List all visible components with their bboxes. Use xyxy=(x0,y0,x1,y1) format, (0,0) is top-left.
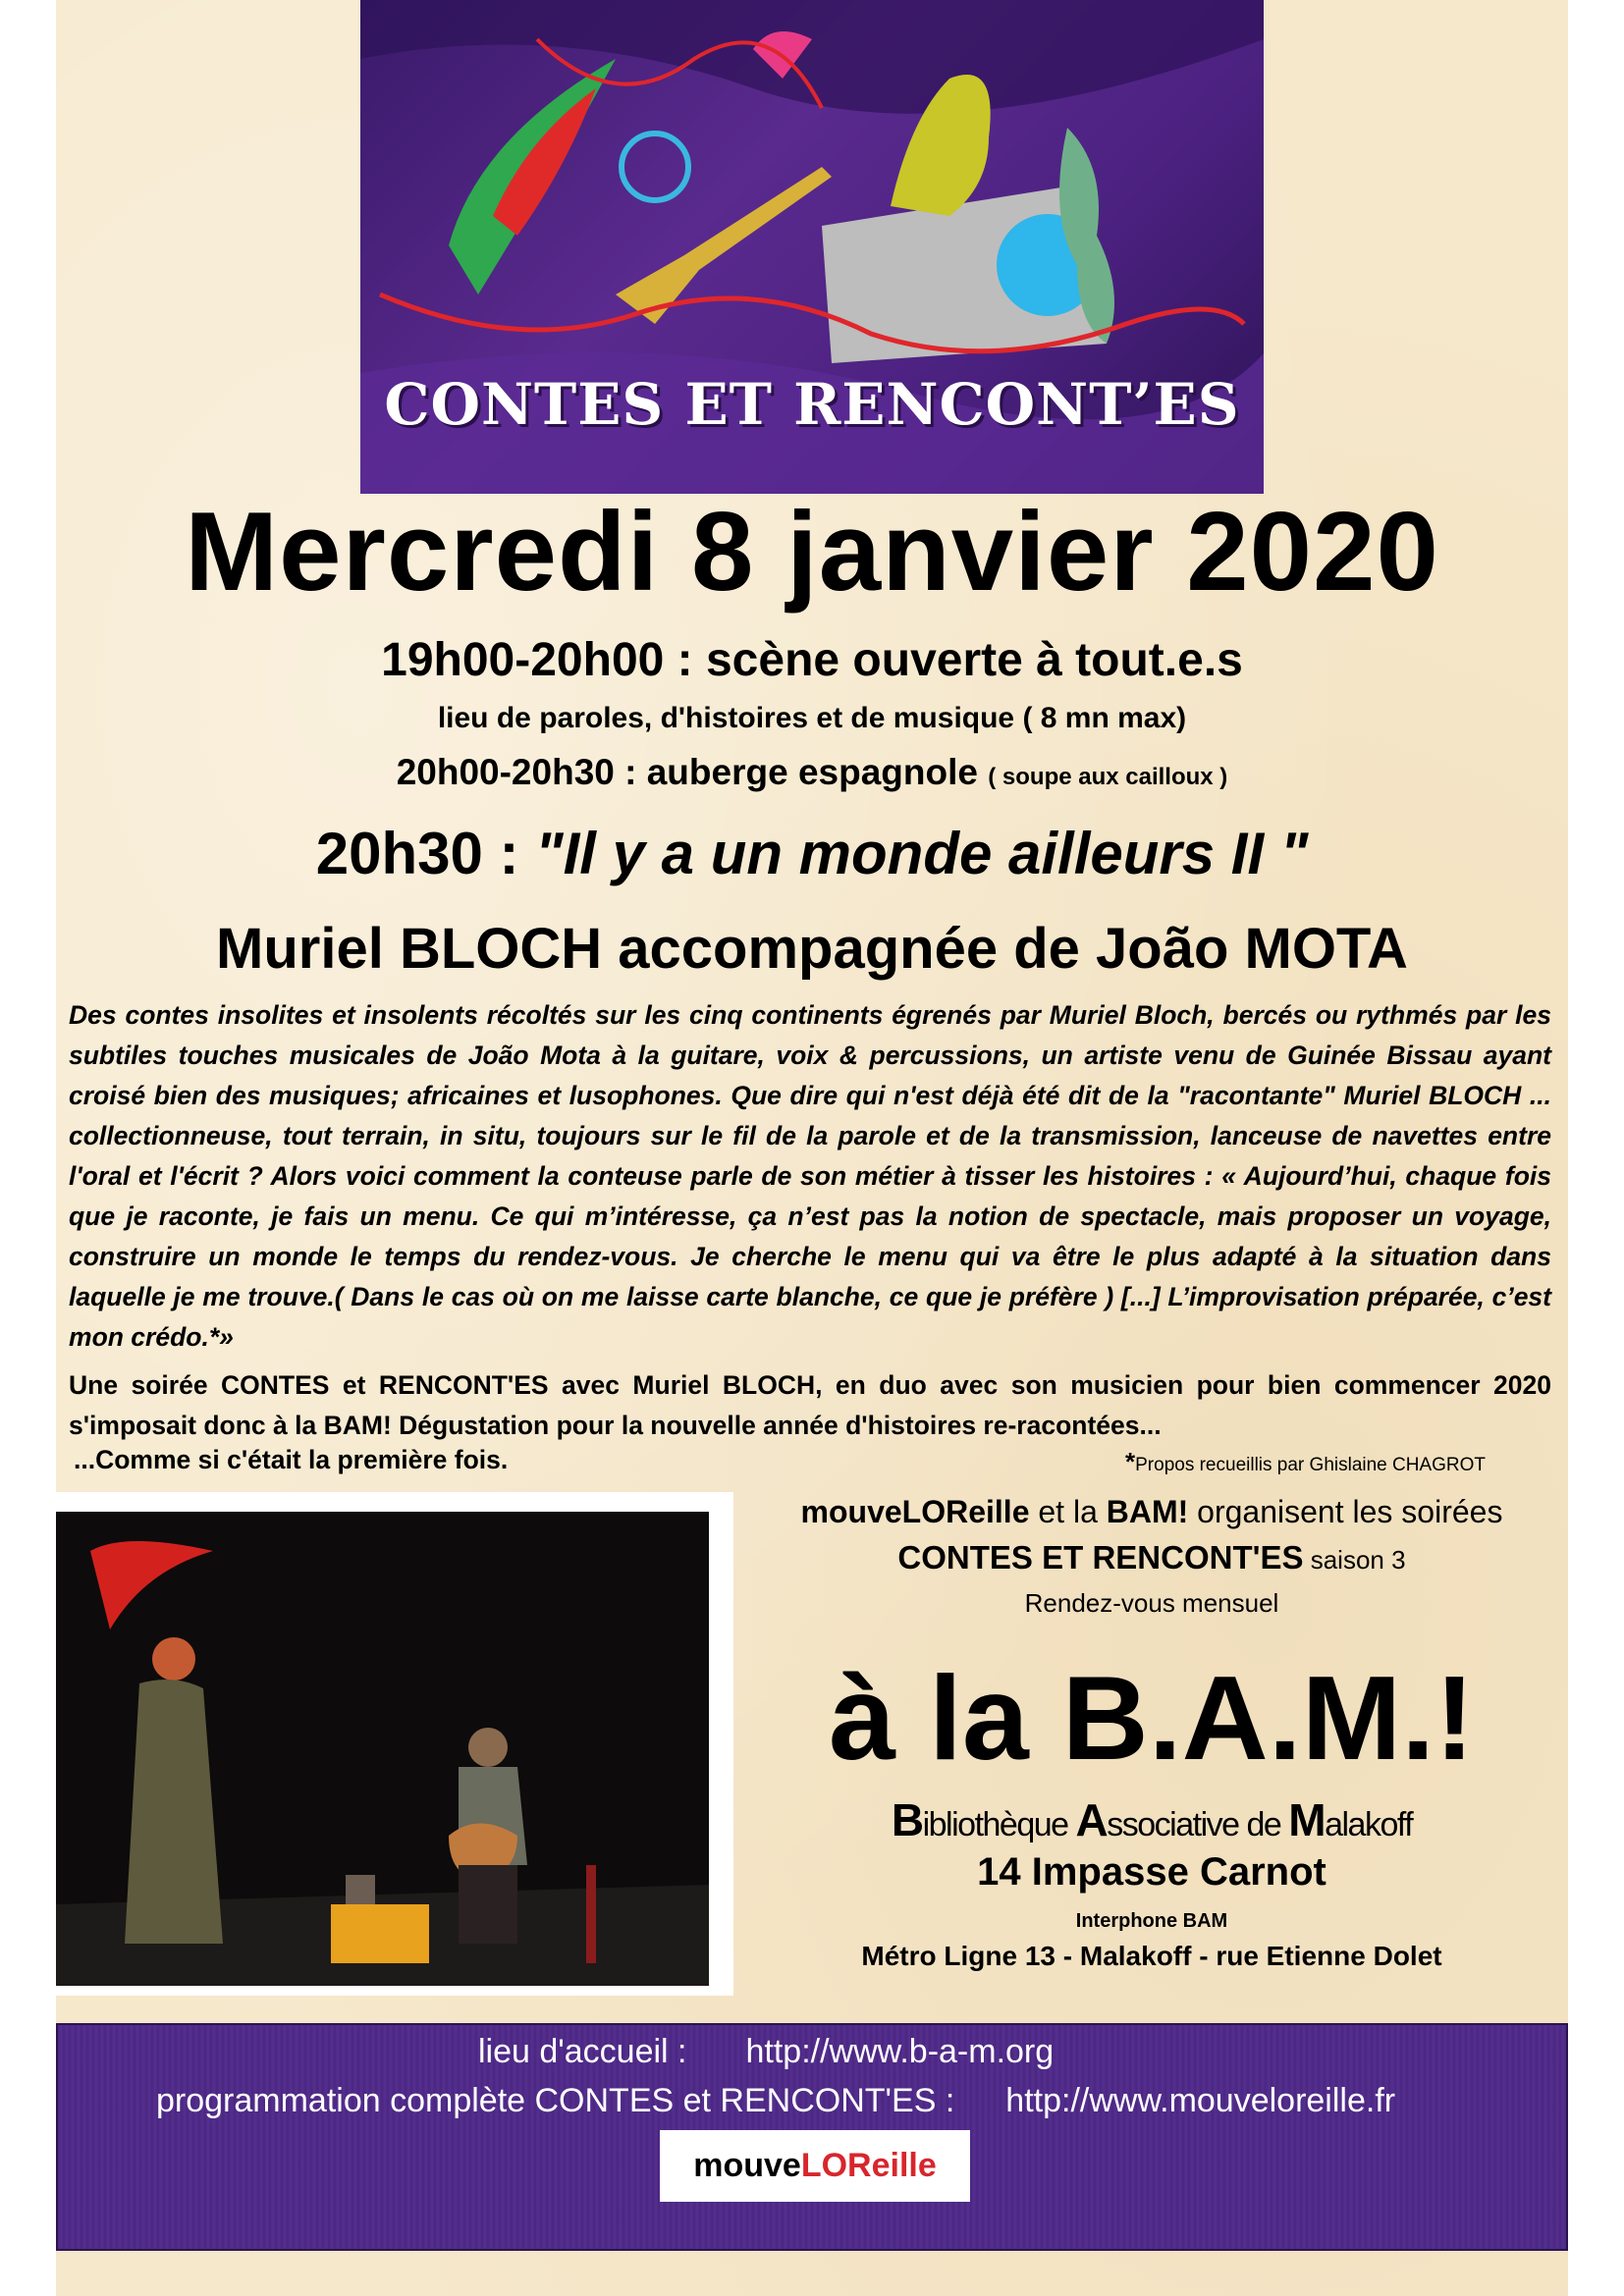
performance-photo xyxy=(56,1512,709,1986)
footer-band xyxy=(56,2023,1568,2251)
footer-venue-url[interactable]: http://www.b-a-m.org xyxy=(745,2033,1055,2070)
logo-text-1: mouve xyxy=(693,2147,801,2184)
footer-program-line xyxy=(156,2082,1395,2120)
closing-line: ...Comme si c'était la première fois. xyxy=(74,1445,509,1474)
venue-address: 14 Impasse Carnot xyxy=(977,1850,1326,1894)
soiree-paragraph: Une soirée CONTES et RENCONT'ES avec Muriel BLOCH, en duo avec son musicien pour bien commencer 2020 s'imposait donc à la BAM! Dégustation pour la nouvelle année d'histoires re-racontées... xyxy=(69,1370,1551,1440)
org-and: et la xyxy=(1029,1494,1107,1529)
show-title: "Il y a un monde ailleurs II " xyxy=(535,821,1309,886)
venue-transport: Métro Ligne 13 - Malakoff - rue Etienne Dolet xyxy=(861,1941,1442,1971)
venue-initial-b: B xyxy=(891,1794,923,1845)
show-line xyxy=(0,820,1624,887)
series-line xyxy=(734,1539,1569,1576)
frequency-line: Rendez-vous mensuel xyxy=(1024,1588,1279,1618)
venue-headline: à la B.A.M.! xyxy=(829,1651,1475,1785)
venue-initial-a: A xyxy=(1075,1794,1108,1845)
event-date: Mercredi 8 janvier 2020 xyxy=(185,490,1439,614)
venue-initial-m: M xyxy=(1288,1794,1326,1845)
org-rest: organisent les soirées xyxy=(1188,1494,1503,1529)
potluck-line xyxy=(0,752,1624,793)
mouveloreille-logo xyxy=(660,2130,970,2202)
footer-program-label: programmation complète CONTES et RENCONT'ES : xyxy=(156,2082,955,2119)
potluck-time: 20h00-20h30 : auberge espagnole xyxy=(396,752,978,792)
footer-venue-line xyxy=(478,2033,1054,2071)
season-label: saison 3 xyxy=(1303,1545,1406,1575)
table-cloth xyxy=(331,1904,429,1963)
footer-program-url[interactable]: http://www.mouveloreille.fr xyxy=(1005,2082,1396,2119)
series-name: CONTES ET RENCONT'ES xyxy=(897,1539,1304,1575)
credit-text: Propos recueillis par Ghislaine CHAGROT xyxy=(1135,1455,1487,1475)
performance-photo-art xyxy=(56,1512,709,1986)
venue-name-part2: ssociative de xyxy=(1107,1806,1289,1843)
org-mouveloreille: mouveLOReille xyxy=(800,1494,1030,1529)
potluck-note: ( soupe aux cailloux ) xyxy=(988,764,1228,790)
photo-frame xyxy=(56,1492,733,1996)
description-paragraph: Des contes insolites et insolents récoltés sur les cinq continents égrenés par Muriel Bloch, bercés ou rythmés par les subtiles touches musicales de João Mota à la guitare, voix & percussions, un artiste venu de Guinée Bissau ayant croisé bien des musiques; africaines et lusophones. Que dire qui n'est déjà été dit de la "racontante" Muriel BLOCH ... collectionneuse, tout terrain, in situ, toujours sur le fil de la parole et de la transmission, lanceuse de navettes entre l'oral et l'écrit ? Alors voici comment la conteuse parle de son métier à tisser les histoires : « Aujourd’hui, chaque fois que je raconte, je fais un menu. Ce qui m’intéresse, ça n’est pas la notion de spectacle, mais proposer un voyage, construire un monde le temps du rendez-vous. Je cherche le menu qui va être le plus adapté à la situation dans laquelle je me trouve.( Dans le cas où on me laisse carte blanche, ce que je préfère ) [...] L’improvisation préparée, c’est mon crédo.*» xyxy=(69,1000,1551,1352)
org-bam: BAM! xyxy=(1106,1494,1189,1529)
logo-text-3: Reille xyxy=(847,2147,937,2184)
banner-title: CONTES ET RENCONT’ES xyxy=(384,371,1240,438)
banner-illustration xyxy=(360,0,1264,494)
venue-name-part1: ibliothèque xyxy=(922,1806,1076,1843)
spinning-wheel-icon xyxy=(622,133,688,200)
quote-credit xyxy=(1125,1447,1486,1477)
venue-name-part3: alakoff xyxy=(1325,1806,1413,1843)
footer-venue-label: lieu d'accueil : xyxy=(478,2033,687,2070)
open-stage-line: 19h00-20h00 : scène ouverte à tout.e.s xyxy=(381,634,1243,686)
venue-full-name xyxy=(734,1793,1569,1846)
show-time: 20h30 : xyxy=(315,821,536,886)
organizers-line xyxy=(734,1494,1569,1530)
open-stage-detail: lieu de paroles, d'histoires et de musique ( 8 mn max) xyxy=(437,702,1187,734)
credit-star: * xyxy=(1125,1447,1136,1476)
logo-text-2: LO xyxy=(800,2147,848,2184)
venue-intercom: Interphone BAM xyxy=(1075,1910,1228,1932)
performers-line: Muriel BLOCH accompagnée de João MOTA xyxy=(216,917,1408,981)
